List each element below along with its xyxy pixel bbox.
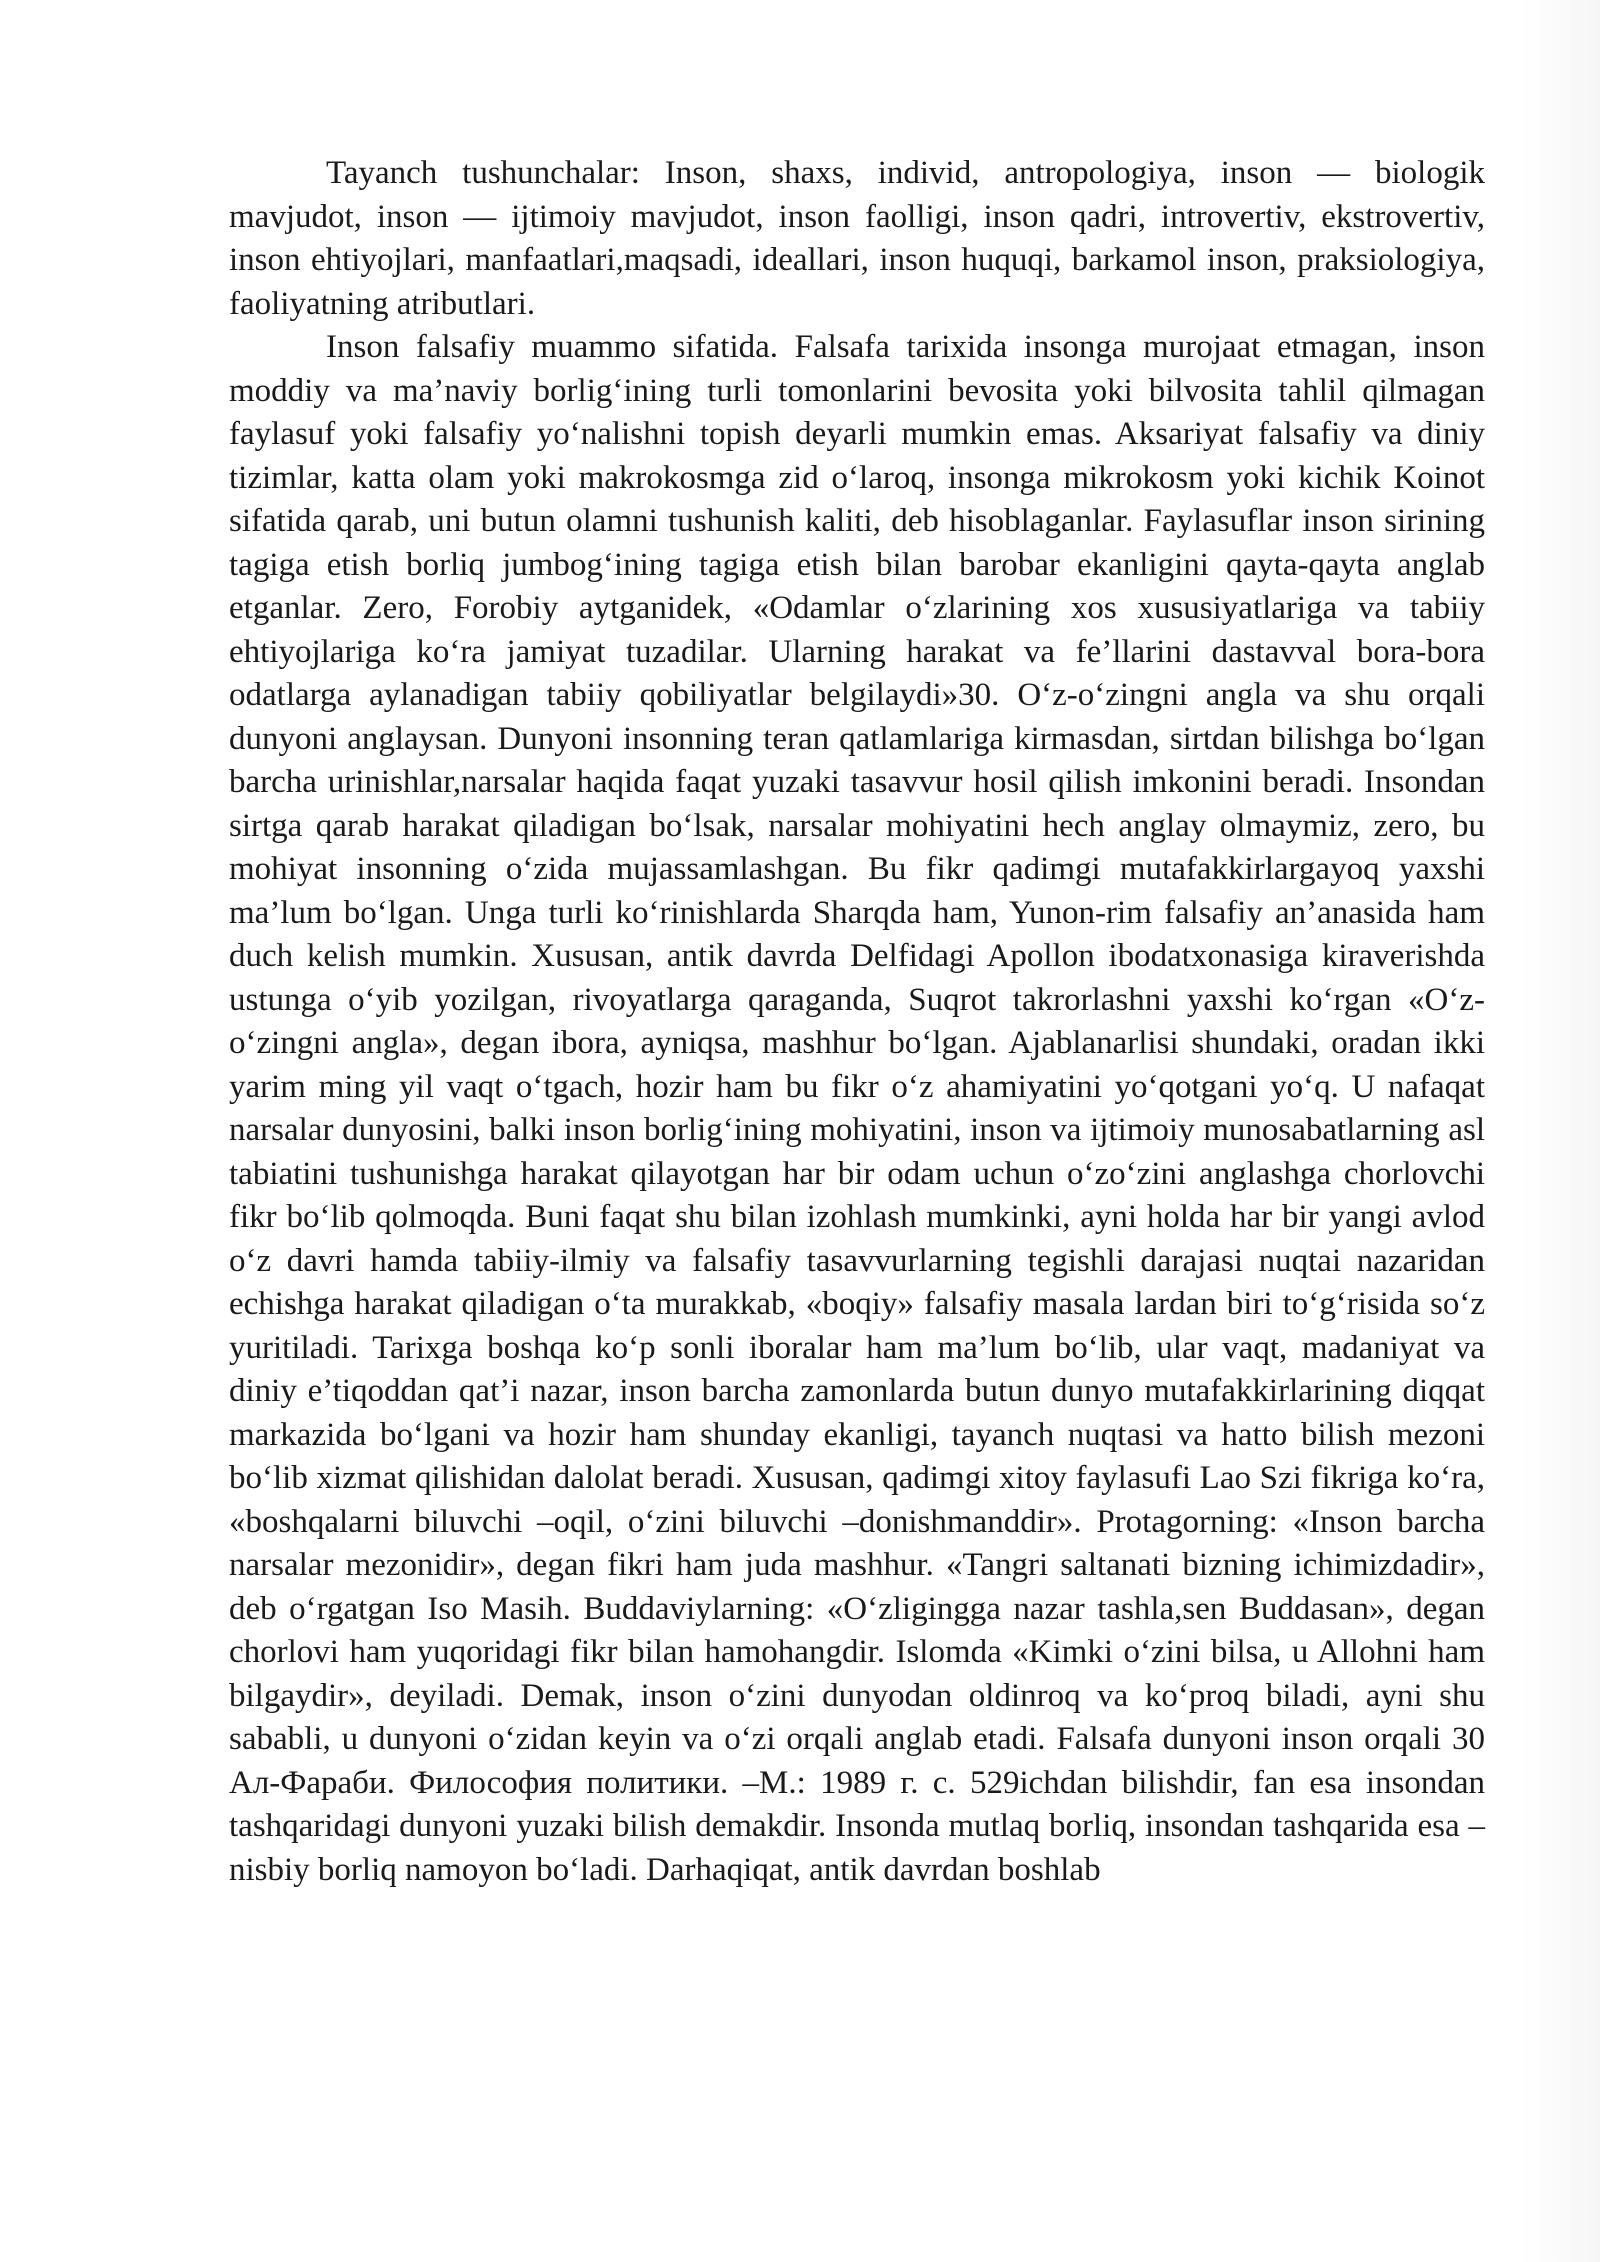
body-text	[229, 152, 1485, 1892]
paragraph-man-as-philosophical-problem: Inson falsafiy muammo sifatida. Falsafa tarixida insonga murojaat etmagan, inson moddiy va ma’naviy borlig‘ining turli tomonlarini bevosita yoki bilvosita tahlil qilmagan faylasuf yoki falsafiy yo‘nalishni topish deyarli mumkin emas. Aksariyat falsafiy va diniy tizimlar, katta olam yoki makrokosmga zid o‘laroq, insonga mikrokosm yoki kichik Koinot sifatida qarab, uni butun olamni tushunish kaliti, deb hisoblaganlar. Faylasuflar inson sirining tagiga etish borliq jumbog‘ining tagiga etish bilan barobar ekanligini qayta-qayta anglab etganlar. Zero, Forobiy aytganidek, «Odamlar o‘zlarining xos xususiyatlariga va tabiiy ehtiyojlariga ko‘ra jamiyat tuzadilar. Ularning harakat va fe’llarini dastavval bora-bora odatlarga aylanadigan tabiiy qobiliyatlar belgilaydi»30. O‘z-o‘zingni angla va shu orqali dunyoni anglaysan. Dunyoni insonning teran qatlamlariga kirmasdan, sirtdan bilishga bo‘lgan barcha urinishlar,narsalar haqida faqat yuzaki tasavvur hosil qilish imkonini beradi. Insondan sirtga qarab harakat qiladigan bo‘lsak, narsalar mohiyatini hech anglay olmaymiz, zero, bu mohiyat insonning o‘zida mujassamlashgan. Bu fikr qadimgi mutafakkirlargayoq yaxshi ma’lum bo‘lgan. Unga turli ko‘rinishlarda Sharqda ham, Yunon-rim falsafiy an’anasida ham duch kelish mumkin. Xususan, antik davrda Delfidagi Apollon ibodatxonasiga kiraverishda ustunga o‘yib yozilgan, rivoyatlarga qaraganda, Suqrot takrorlashni yaxshi ko‘rgan «O‘z-o‘zingni angla», degan ibora, ayniqsa, mashhur bo‘lgan. Ajablanarlisi shundaki, oradan ikki yarim ming yil vaqt o‘tgach, hozir ham bu fikr o‘z ahamiyatini yo‘qotgani yo‘q. U nafaqat narsalar dunyosini, balki inson borlig‘ining mohiyatini, inson va ijtimoiy munosabatlarning asl tabiatini tushunishga harakat qilayotgan har bir odam uchun o‘zo‘zini anglashga chorlovchi fikr bo‘lib qolmoqda. Buni faqat shu bilan izohlash mumkinki, ayni holda har bir yangi avlod o‘z davri hamda tabiiy-ilmiy va falsafiy tasavvurlarning tegishli darajasi nuqtai nazaridan echishga harakat qiladigan o‘ta murakkab, «boqiy» falsafiy masala lardan biri to‘g‘risida so‘z yuritiladi. Tarixga boshqa ko‘p sonli iboralar ham ma’lum bo‘lib, ular vaqt, madaniyat va diniy e’tiqoddan qat’i nazar, inson barcha zamonlarda butun dunyo mutafakkirlarining diqqat markazida bo‘lgani va hozir ham shunday ekanligi, tayanch nuqtasi va hatto bilish mezoni bo‘lib xizmat qilishidan dalolat beradi. Xususan, qadimgi xitoy faylasufi Lao Szi fikriga ko‘ra, «boshqalarni biluvchi –oqil, o‘zini biluvchi –donishmanddir». Protagorning: «Inson barcha narsalar mezonidir», degan fikri ham juda mashhur. «Tangri saltanati bizning ichimizdadir», deb o‘rgatgan Iso Masih. Buddaviylarning: «O‘zligingga nazar tashla,sen Buddasan», degan chorlovi ham yuqoridagi fikr bilan hamohangdir. Islomda «Kimki o‘zini bilsa, u Allohni ham bilgaydir», deyiladi. Demak, inson o‘zini dunyodan oldinroq va ko‘proq biladi, ayni shu sababli, u dunyoni o‘zidan keyin va o‘zi orqali anglab etadi. Falsafa dunyoni inson orqali 30 Ал-Фараби. Философия политики. –М.: 1989 г. с. 529ichdan bilishdir, fan esa insondan tashqaridagi dunyoni yuzaki bilish demakdir. Insonda mutlaq borliq, insondan tashqarida esa – nisbiy borliq namoyon bo‘ladi. Darhaqiqat, antik davrdan boshlab	[229, 329, 1485, 1888]
paragraph-key-concepts: Tayanch tushunchalar: Inson, shaxs, individ, antropologiya, inson — biologik mavjudot, inson — ijtimoiy mavjudot, inson faolligi, inson qadri, introvertiv, ekstrovertiv, inson ehtiyojlari, manfaatlari,maqsadi, ideallari, inson huquqi, barkamol inson, praksiologiya, faoliyatning atributlari.	[229, 155, 1485, 322]
